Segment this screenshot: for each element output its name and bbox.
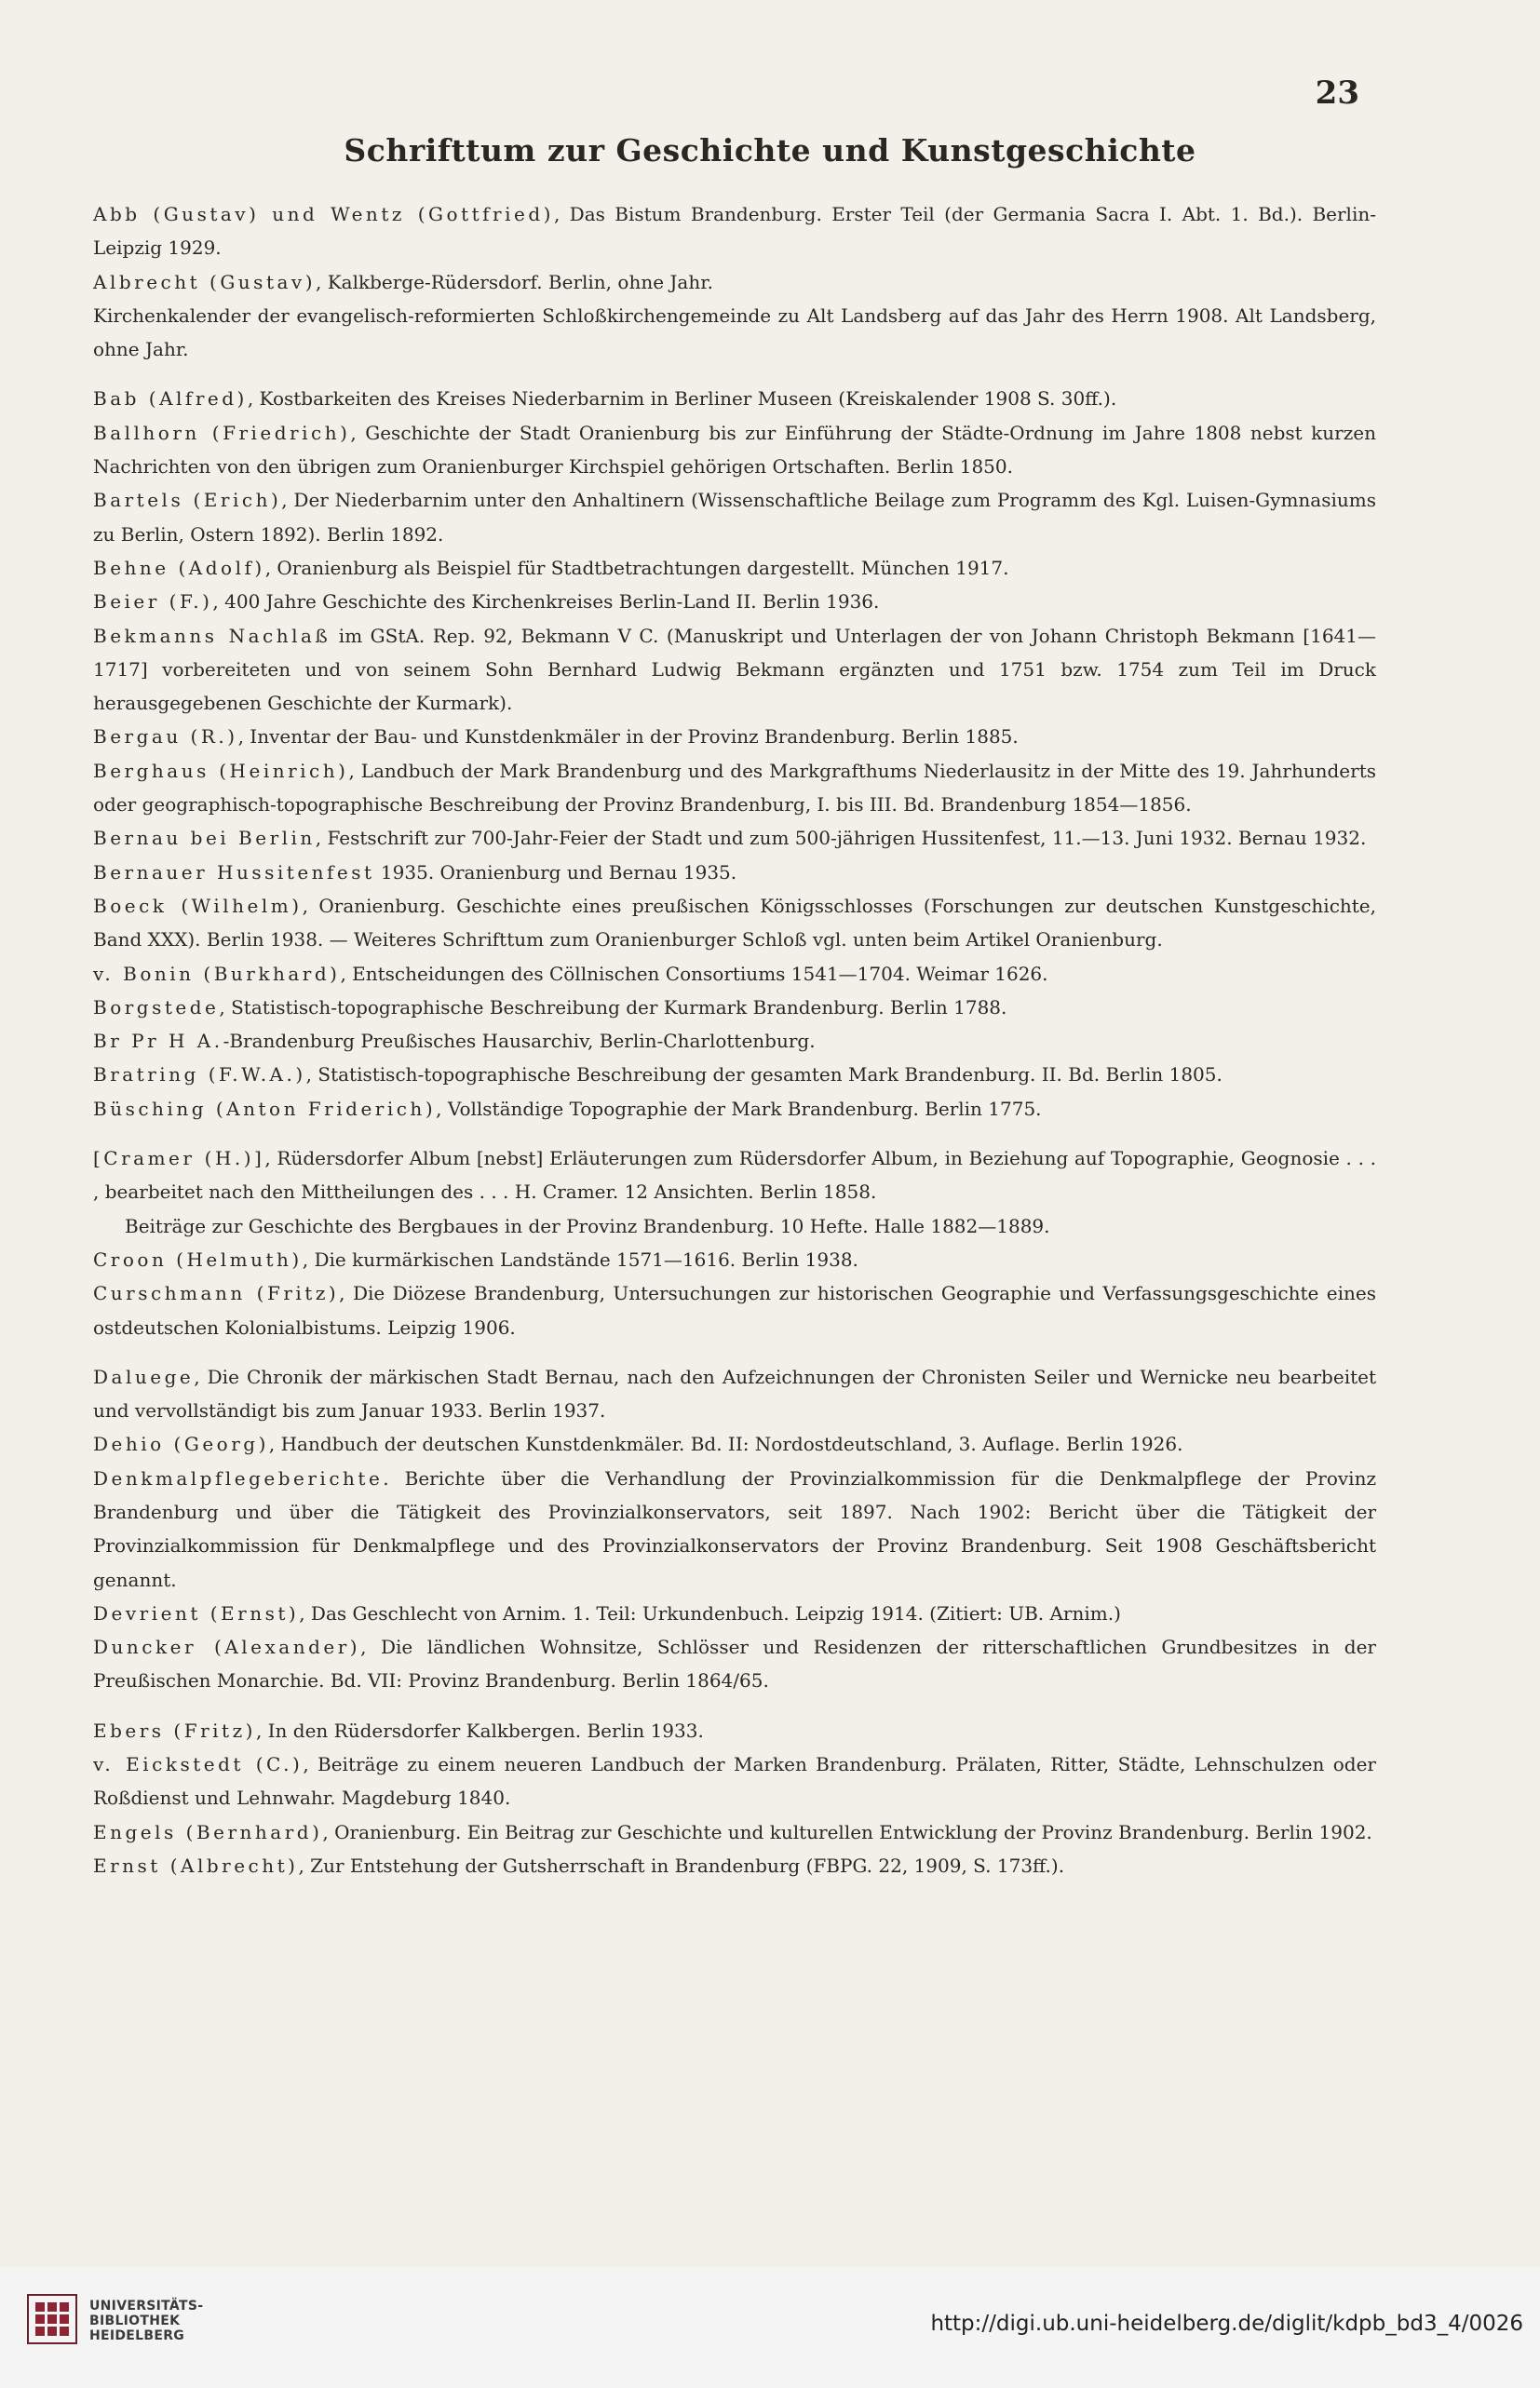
bibliography-list — [93, 197, 1376, 1882]
entry-text: , 400 Jahre Geschichte des Kirchenkreises Berlin-Land II. Berlin 1936. — [212, 590, 880, 614]
entry-author: Daluege — [93, 1365, 195, 1388]
entry-author: v. Bonin (Burkhard) — [93, 962, 341, 985]
entry-author: Behne (Adolf) — [93, 556, 265, 579]
entry-text: , Geschichte der Stadt Oranienburg bis zur Einführung der Städte-Ordnung im Jahre 1808 nebst kurzen Nachrichten von den übrigen zum Oranienburger Kirchspiel gehörigen Ortschaften. Berlin 1850. — [93, 421, 1376, 479]
bibliography-entry — [93, 619, 1376, 721]
entry-text: , Rüdersdorfer Album [nebst] Erläuterungen zum Rüdersdorfer Album, in Beziehung auf Topographie, Geognosie . . . , bearbeitet nach den Mittheilungen des . . . H. Cramer. 12 Ansichten. Berlin 1858. — [93, 1147, 1376, 1204]
entry-text: , Festschrift zur 700-Jahr-Feier der Stadt und zum 500-jährigen Hussitenfest, 11.—13. Juni 1932. Bernau 1932. — [315, 827, 1367, 850]
bibliography-entry — [93, 1849, 1376, 1882]
bibliography-entry — [93, 1058, 1376, 1091]
entry-author: Ernst (Albrecht) — [93, 1854, 299, 1877]
bibliography-entry — [93, 1024, 1376, 1058]
bibliography-entry — [93, 382, 1376, 415]
library-name-line: BIBLIOTHEK — [89, 2314, 181, 2328]
entry-text: , Beiträge zu einem neueren Landbuch der Marken Brandenburg. Prälaten, Ritter, Städte, Lehnschulzen oder Roßdienst und Lehnwahr. Magdeburg 1840. — [93, 1753, 1376, 1810]
bibliography-entry — [93, 1092, 1376, 1126]
entry-author: Beier (F.) — [93, 590, 213, 614]
bibliography-entry — [93, 1141, 1376, 1209]
entry-author: Abb (Gustav) und Wentz (Gottfried) — [93, 203, 554, 225]
entry-author: Bernau bei Berlin — [93, 827, 316, 850]
page-heading: Schrifttum zur Geschichte und Kunstgeschichte — [344, 132, 1196, 169]
bibliography-entry — [93, 585, 1376, 618]
entry-author: Bergau (R.) — [93, 725, 238, 749]
library-name-line: HEIDELBERG — [89, 2328, 185, 2343]
entry-author: Boeck (Wilhelm) — [93, 894, 303, 917]
page-number: 23 — [1315, 74, 1359, 112]
bibliography-entry — [93, 551, 1376, 585]
entry-author: Bratring (F.W.A.) — [93, 1063, 306, 1086]
entry-text: , Der Niederbarnim unter den Anhaltinern (Wissenschaftliche Beilage zum Programm des Kgl. Luisen-Gymnasiums zu Berlin, Ostern 1892). Berlin 1892. — [93, 489, 1376, 546]
bibliography-entry — [93, 1815, 1376, 1849]
bibliography-entry — [93, 1714, 1376, 1747]
entry-author: Dehio (Georg) — [93, 1433, 269, 1456]
entry-text: , Kostbarkeiten des Kreises Niederbarnim in Berliner Museen (Kreiskalender 1908 S. 30ff.). — [247, 387, 1117, 411]
source-url-link[interactable]: http://digi.ub.uni-heidelberg.de/diglit/kdpb_bd3_4/0026 — [930, 2312, 1523, 2336]
entry-author: Bekmanns Nachlaß — [93, 624, 331, 647]
entry-author: Br Pr H A. — [93, 1030, 223, 1053]
entry-author: Albrecht (Gustav) — [93, 270, 317, 293]
library-name — [89, 2299, 203, 2343]
bibliography-entry — [93, 1597, 1376, 1630]
bibliography-entry — [93, 1747, 1376, 1815]
entry-author: Bab (Alfred) — [93, 387, 248, 411]
entry-text: , Landbuch der Mark Brandenburg und des Markgrafthums Niederlausitz in der Mitte des 19. Jahrhunderts oder geographisch-topographische Beschreibung der Provinz Brandenburg, I. bis III. Bd. Brandenburg 1854—1856. — [93, 759, 1377, 816]
entry-author: Denkmalpflegeberichte — [93, 1466, 384, 1490]
bibliography-entry — [93, 299, 1376, 367]
bibliography-entry — [93, 856, 1376, 889]
entry-text: -Brandenburg Preußisches Hausarchiv, Berlin-Charlottenburg. — [223, 1030, 816, 1053]
entry-author: Engels (Bernhard) — [93, 1820, 323, 1843]
entry-text: Beiträge zur Geschichte des Bergbaues in der Provinz Brandenburg. 10 Hefte. Halle 1882—1889. — [125, 1214, 1050, 1237]
entry-text: , Die Diözese Brandenburg, Untersuchungen zur historischen Geographie und Verfassungsgeschichte eines ostdeutschen Kolonialbistums. Leipzig 1906. — [93, 1282, 1376, 1339]
bibliography-entry — [93, 1427, 1376, 1461]
entry-text: , Oranienburg als Beispiel für Stadtbetrachtungen dargestellt. München 1917. — [264, 556, 1009, 579]
bibliography-entry — [93, 197, 1376, 265]
entry-author: Duncker (Alexander) — [93, 1636, 361, 1659]
entry-author: Bernauer Hussitenfest — [93, 860, 375, 884]
footer-bar — [0, 2267, 1540, 2388]
entry-author: Ballhorn (Friedrich) — [93, 421, 351, 444]
bibliography-entry — [93, 991, 1376, 1024]
bibliography-entry — [93, 1209, 1376, 1243]
bibliography-entry — [93, 1276, 1376, 1344]
entry-text: , Die Chronik der märkischen Stadt Bernau, nach den Aufzeichnungen der Chronisten Seiler und Wernicke neu bearbeitet und vervollständigt bis zum Januar 1933. Berlin 1937. — [93, 1365, 1376, 1423]
entry-author: Bartels (Erich) — [93, 489, 282, 512]
entry-text: , Das Bistum Brandenburg. Erster Teil (der Germania Sacra I. Abt. 1. Bd.). Berlin-Leipzig 1929. — [93, 203, 1376, 260]
entry-text: , Kalkberge-Rüdersdorf. Berlin, ohne Jahr. — [316, 270, 713, 293]
entry-author: Croon (Helmuth) — [93, 1248, 303, 1271]
bibliography-entry — [93, 1462, 1376, 1597]
entry-text: , Oranienburg. Geschichte eines preußischen Königsschlosses (Forschungen zur deutschen Kunstgeschichte, Band XXX). Berlin 1938. — Weiteres Schrifttum zum Oranienburger Schloß vgl. unten beim Artikel Oranienburg. — [93, 894, 1377, 951]
entry-text: , Zur Entstehung der Gutsherrschaft in Brandenburg (FBPG. 22, 1909, S. 173ff.). — [298, 1854, 1065, 1877]
entry-text: , Die ländlichen Wohnsitze, Schlösser und Residenzen der ritterschaftlichen Grundbesitzes in der Preußischen Monarchie. Bd. VII: Provinz Brandenburg. Berlin 1864/65. — [93, 1636, 1376, 1693]
entry-text: , Das Geschlecht von Arnim. 1. Teil: Urkundenbuch. Leipzig 1914. (Zitiert: UB. Arnim.) — [299, 1601, 1121, 1625]
university-library-logo-icon — [26, 2293, 78, 2345]
bibliography-entry — [93, 265, 1376, 299]
entry-author: Büsching (Anton Friderich) — [93, 1097, 437, 1120]
bibliography-entry — [93, 416, 1376, 484]
entry-author: Ebers (Fritz) — [93, 1719, 256, 1742]
bibliography-entry — [93, 1243, 1376, 1276]
library-name-line: UNIVERSITÄTS- — [89, 2299, 204, 2314]
bibliography-entry — [93, 754, 1376, 822]
entry-text: , Statistisch-topographische Beschreibung der Kurmark Brandenburg. Berlin 1788. — [219, 995, 1007, 1019]
bibliography-entry — [93, 889, 1376, 957]
entry-text: , Oranienburg. Ein Beitrag zur Geschichte und kulturellen Entwicklung der Provinz Brandenburg. Berlin 1902. — [322, 1820, 1372, 1843]
entry-author: Devrient (Ernst) — [93, 1601, 300, 1625]
entry-text: , Vollständige Topographie der Mark Brandenburg. Berlin 1775. — [436, 1097, 1042, 1120]
bibliography-entry — [93, 720, 1376, 753]
entry-text: , Statistisch-topographische Beschreibung der gesamten Mark Brandenburg. II. Bd. Berlin 1805. — [305, 1063, 1223, 1086]
entry-text: , Die kurmärkischen Landstände 1571—1616. Berlin 1938. — [302, 1248, 858, 1271]
bibliography-entry — [93, 483, 1376, 551]
entry-author: Curschmann (Fritz) — [93, 1282, 340, 1305]
bibliography-entry — [93, 821, 1376, 855]
entry-text: , Handbuch der deutschen Kunstdenkmäler. Bd. II: Nordostdeutschland, 3. Auflage. Berlin 1926. — [268, 1433, 1183, 1456]
entry-author: v. Eickstedt (C.) — [93, 1753, 304, 1776]
entry-text: Kirchenkalender der evangelisch-reformierten Schloßkirchengemeinde zu Alt Landsberg auf das Jahr des Herrn 1908. Alt Landsberg, ohne Jahr. — [93, 304, 1376, 361]
entry-text: . Berichte über die Verhandlung der Provinzialkommission für die Denkmalpflege der Provinz Brandenburg und über die Tätigkeit des Provinzialkonservators, seit 1897. Nach 1902: Bericht über die Tätigkeit der Provinzialkommission für Denkmalpflege und des Provinzialkonservators der Provinz Brandenburg. Seit 1908 Geschäftsbericht genannt. — [93, 1466, 1376, 1591]
bibliography-entry — [93, 957, 1376, 991]
entry-text: , Inventar der Bau- und Kunstdenkmäler in der Provinz Brandenburg. Berlin 1885. — [237, 725, 1019, 749]
entry-author: [Cramer (H.)] — [93, 1147, 265, 1170]
entry-author: Berghaus (Heinrich) — [93, 759, 349, 782]
entry-text: , In den Rüdersdorfer Kalkbergen. Berlin 1933. — [255, 1719, 704, 1742]
entry-text: im GStA. Rep. 92, Bekmann V C. (Manuskript und Unterlagen der von Johann Christoph Bekmann [1641—1717] vorbereiteten und von seinem Sohn Bernhard Ludwig Bekmann ergänzten und 1751 bzw. 1754 zum Teil im Druck herausgegebenen Geschichte der Kurmark). — [93, 624, 1376, 715]
entry-author: Borgstede — [93, 995, 220, 1019]
bibliography-entry — [93, 1630, 1376, 1698]
bibliography-entry — [93, 1360, 1376, 1428]
entry-text: 1935. Oranienburg und Bernau 1935. — [374, 860, 737, 884]
entry-text: , Entscheidungen des Cöllnischen Consortiums 1541—1704. Weimar 1626. — [340, 962, 1048, 985]
